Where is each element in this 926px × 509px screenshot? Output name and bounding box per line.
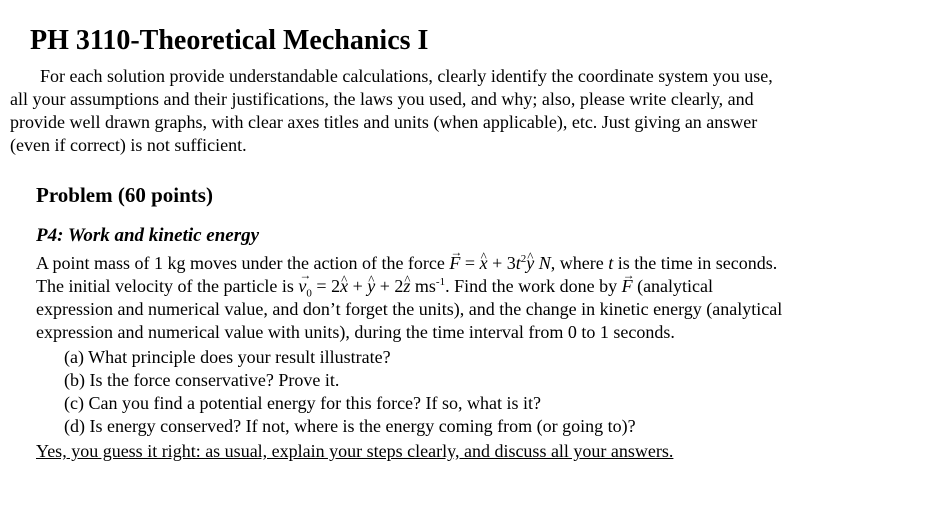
- statement-text: . Find the work done by: [445, 276, 622, 296]
- velocity-unit: ms: [410, 276, 436, 296]
- question-c: (c) Can you find a potential energy for this force? If so, what is it?: [64, 393, 542, 413]
- unit-exponent: -1: [435, 276, 446, 288]
- time-variable: t: [608, 253, 614, 273]
- statement-text: A point mass of 1 kg moves under the action of the force: [36, 253, 450, 273]
- statement-text: is the time in seconds.: [613, 253, 778, 273]
- course-title: PH 3110-Theoretical Mechanics I: [30, 25, 429, 56]
- velocity-term: = 2: [311, 276, 341, 296]
- plus-sign: +: [348, 276, 368, 296]
- instructions-paragraph: [10, 65, 870, 157]
- statement-line-2: [36, 275, 896, 298]
- time-variable: t: [515, 253, 521, 273]
- question-list: [64, 346, 636, 438]
- problem-heading: Problem (60 points): [36, 183, 213, 207]
- force-vector-symbol: → F: [622, 275, 633, 298]
- statement-text: , where: [550, 253, 609, 273]
- force-term: + 3: [487, 253, 516, 273]
- instructions-line-3: provide well drawn graphs, with clear axes titles and units (when applicable), etc. Just giving an answer: [10, 112, 758, 132]
- instructions-line-2: all your assumptions and their justifications, the laws you used, and why; also, please write clearly, and: [10, 89, 754, 109]
- instructions-line-4: (even if correct) is not sufficient.: [10, 135, 247, 155]
- velocity-vector-symbol: → v: [298, 275, 306, 298]
- closing-note: Yes, you guess it right: as usual, explain your steps clearly, and discuss all your answers.: [36, 441, 674, 461]
- question-a: (a) What principle does your result illustrate?: [64, 347, 391, 367]
- subscript: 0: [306, 287, 312, 300]
- statement-text: (analytical: [632, 276, 714, 296]
- statement-line-3: expression and numerical value, and don’t forget the units), and the change in kinetic energy (analytical: [36, 299, 783, 319]
- problem-statement: [36, 252, 896, 344]
- instructions-line-1: For each solution provide understandable calculations, clearly identify the coordinate system you use,: [40, 66, 773, 86]
- x-unit-vector: ^ x: [340, 275, 348, 298]
- y-unit-vector: ^ y: [367, 275, 375, 298]
- force-unit: N: [534, 253, 551, 273]
- z-unit-vector: ^ z: [403, 275, 410, 298]
- exponent: 2: [520, 253, 527, 265]
- subproblem-heading: P4: Work and kinetic energy: [36, 225, 260, 246]
- x-unit-vector: ^ x: [480, 252, 488, 275]
- question-d: (d) Is energy conserved? If not, where is the energy coming from (or going to)?: [64, 416, 636, 436]
- statement-text: The initial velocity of the particle is: [36, 276, 299, 296]
- statement-line-4: expression and numerical value with units), during the time interval from 0 to 1 seconds.: [36, 322, 675, 342]
- equals-sign: =: [460, 253, 480, 273]
- velocity-term: + 2: [375, 276, 404, 296]
- question-b: (b) Is the force conservative? Prove it.: [64, 370, 340, 390]
- statement-line-1: [36, 252, 896, 275]
- force-vector-symbol: → F: [449, 252, 460, 275]
- y-unit-vector: ^ y: [526, 252, 534, 275]
